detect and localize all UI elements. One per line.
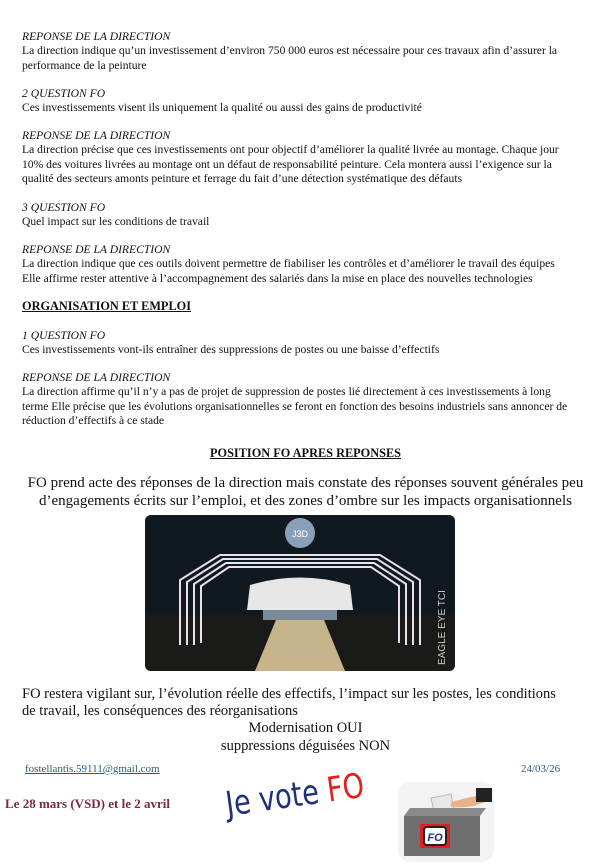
section-label: 3 QUESTION FO <box>22 201 106 214</box>
body-line: La direction affirme qu’il n’y a pas de projet de suppression de postes lié directement à ces investissements à long <box>22 385 551 399</box>
body-line: Ces investissements visent ils uniquement la qualité ou aussi des gains de productivité <box>22 101 422 115</box>
vote-dates: Le 28 mars (VSD) et le 2 avril <box>5 796 170 811</box>
slogan-line: Modernisation OUI <box>248 720 363 736</box>
document-date: 24/03/26 <box>521 763 561 775</box>
position-heading <box>0 446 611 461</box>
section-org-reponse <box>22 371 592 428</box>
body-line: Elle affirme rester attentive à l’accompagnement des salariés dans la mise en place des nouvelles technologies <box>22 271 533 285</box>
position-line: FO prend acte des réponses de la direction mais constate des réponses souvent générales peu <box>27 475 584 491</box>
section-reponse-3 <box>22 243 592 286</box>
section-label: REPONSE DE LA DIRECTION <box>22 371 171 384</box>
section-label: REPONSE DE LA DIRECTION <box>22 243 171 256</box>
org-heading: ORGANISATION ET EMPLOI <box>22 299 191 313</box>
photo-side-text: EAGLE EYE TCI <box>437 590 448 665</box>
body-line: qualité des secteurs amonts peinture et ferrage du fait d’une détection systématique des défauts <box>22 171 463 185</box>
position-heading-text: POSITION FO APRES REPONSES <box>210 446 401 460</box>
section-reponse-2 <box>22 129 592 186</box>
section-label: REPONSE DE LA DIRECTION <box>22 129 171 142</box>
body-line: Ces investissements vont-ils entraîner des suppressions de postes ou une baisse d’effectifs <box>22 343 440 357</box>
body-line: performance de la peinture <box>22 58 147 72</box>
slogan-line: suppressions déguisées NON <box>220 738 391 754</box>
email-link[interactable]: fostellantis.59111@gmail.com <box>25 763 160 775</box>
body-line: La direction indique que ces outils doivent permettre de fiabiliser les contrôles et d’améliorer le travail des équipes <box>22 257 555 271</box>
inspection-tunnel-photo <box>145 515 455 671</box>
photo-logo-text: J3D <box>291 529 309 539</box>
section-label: 2 QUESTION FO <box>22 87 106 100</box>
ballot-box-icon <box>396 780 496 862</box>
body-line: réduction d’effectifs à ce stade <box>22 413 165 427</box>
ballot-fo-label: FO <box>427 832 443 844</box>
je-vote-fo-logo <box>223 766 366 825</box>
vigilance-line: FO restera vigilant sur, l’évolution réelle des effectifs, l’impact sur les postes, les conditions <box>22 686 556 702</box>
body-line: Quel impact sur les conditions de travail <box>22 215 210 229</box>
section-reponse-1 <box>22 30 592 73</box>
body-line: terme Elle précise que les évolutions organisationnelles se feront en fonction des besoins industriels sans annoncer de <box>22 399 568 413</box>
vote-text: Je vote <box>223 770 330 825</box>
body-line: La direction précise que ces investissements ont pour objectif d’améliorer la qualité livrée au montage. Chaque jour <box>22 143 559 157</box>
body-line: 10% des voitures livrées au montage ont un défaut de responsabilité peinture. Cela montera aussi l’exigence sur la <box>22 157 552 171</box>
body-line: La direction indique qu’un investissement d’environ 750 000 euros est nécessaire pour ces travaux afin d’assurer la <box>22 44 558 58</box>
vote-fo-text: FO <box>324 765 367 811</box>
position-line: d’engagements écrits sur l’emploi, et des zones d’ombre sur les impacts organisationnels <box>39 493 572 509</box>
section-label: REPONSE DE LA DIRECTION <box>22 30 171 43</box>
section-org-question-1 <box>22 329 592 358</box>
section-question-3 <box>22 201 592 230</box>
section-question-2 <box>22 87 592 116</box>
vigilance-line: de travail, les conséquences des réorganisations <box>22 703 298 719</box>
section-label: 1 QUESTION FO <box>22 329 106 342</box>
